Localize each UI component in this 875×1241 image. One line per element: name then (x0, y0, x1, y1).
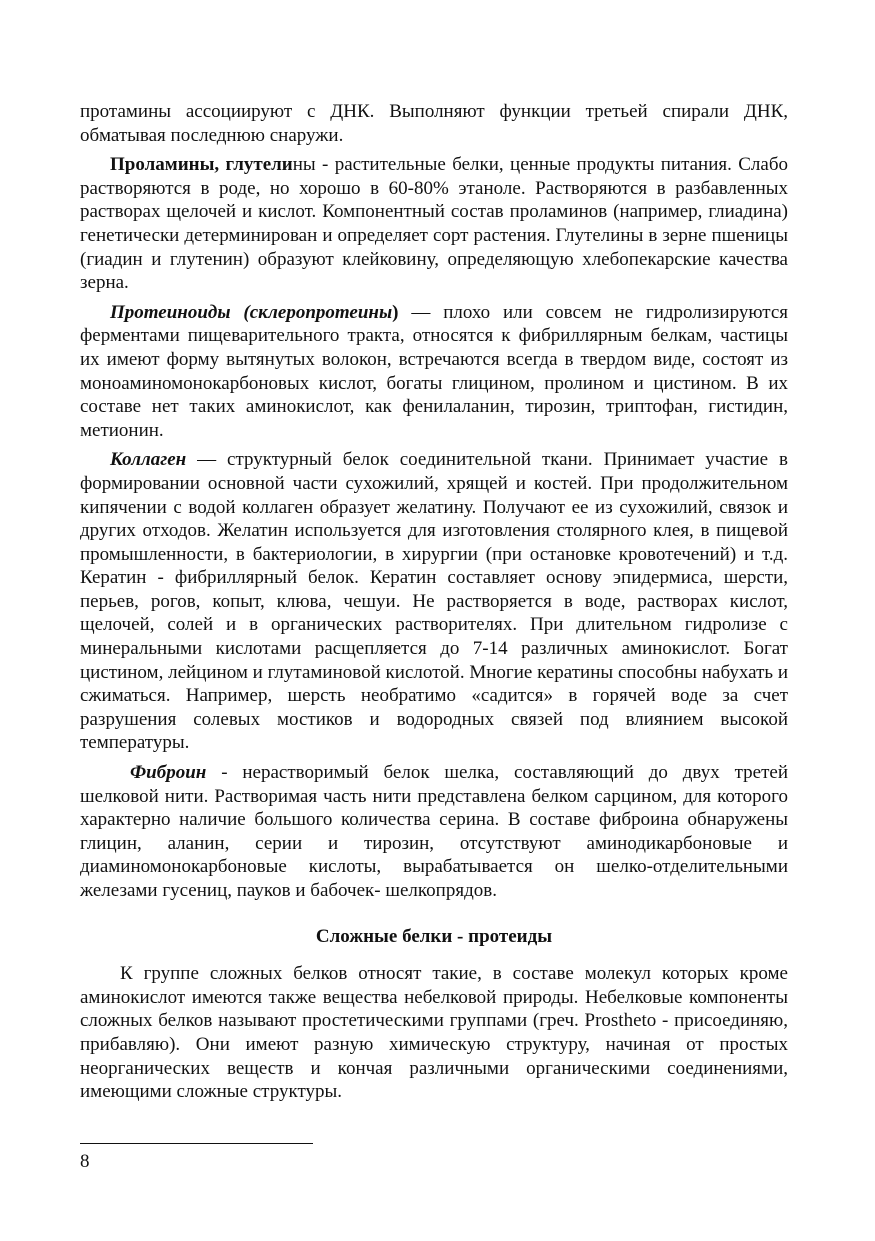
term-collagen: Коллаген (110, 449, 187, 471)
paragraph-fibroin (80, 761, 788, 903)
paragraph-protamines-text: протамины ассоциируют с ДНК. Выполняют функции третьей спирали ДНК, обматывая последнюю снаружи. (80, 101, 788, 146)
paragraph-complex-proteins (80, 962, 788, 1104)
document-page (80, 100, 788, 1110)
paragraph-collagen-text: — структурный белок соединительной ткани. Принимает участие в формировании основной части сухожилий, хрящей и костей. При продолжительном кипячении с водой коллаген образует желатину. Получают ее из сухожилий, связок и других отходов. Желатин используется для изготовления столярного клея, в пищевой промышленности, в бактериологии, в хирургии (при остановке кровотечений) и т.д. Кератин - фибриллярный белок. Кератин составляет основу эпидермиса, шерсти, перьев, рогов, копыт, клюва, чешуи. Не растворяется в воде, растворах кислот, щелочей, солей и в органических растворителях. При длительном гидролизе с минеральными кислотами расщепляется до 7-14 различных аминокислот. Богат цистином, лейцином и глутаминовой кислотой. Многие кератины способны набухать и сжиматься. Например, шерсть необратимо «садится» в горячей воде за счет разрушения солевых мостиков и водородных связей под влиянием высокой температуры. (80, 449, 788, 754)
paragraph-proteinoids (80, 301, 788, 443)
term-fibroin: Фиброин (130, 762, 207, 784)
term-proteinoids-close: ) (392, 301, 399, 323)
paragraph-proteinoids-text: — плохо или совсем не гидролизируются ферментами пищеварительного тракта, относятся к фибриллярным белкам, частицы их имеют форму вытянутых волокон, встречаются всегда в твердом виде, состоят из моноаминомонокарбоновых кислот, богаты глицином, пролином и цистином. В их составе нет таких аминокислот, как фенилаланин, тирозин, триптофан, гистидин, метионин. (80, 301, 789, 441)
section-heading: Сложные белки - протеиды (315, 925, 553, 947)
footnote-divider (80, 1143, 313, 1144)
term-prolamins: Проламины, глутели (110, 154, 293, 176)
paragraph-complex-proteins-text: К группе сложных белков относят такие, в составе молекул которых кроме аминокислот имеются также вещества небелковой природы. Небелковые компоненты сложных белков называют простетическими группами (греч. Prostheto - присоединяю, прибавляю). Они имеют разную химическую структуру, начиная от простых неорганических веществ и кончая различными органическими соединениями, имеющими сложные структуры. (80, 963, 788, 1103)
paragraph-prolamins (80, 153, 788, 295)
paragraph-fibroin-text: - нерастворимый белок шелка, составляющий до двух третей шелковой нити. Растворимая часть нити представлена белком сарцином, для которого характерно наличие большого количества серина. В составе фиброина обнаружены глицин, аланин, серии и тирозин, отсутствуют аминодикарбоновые и диаминомонокарбоновые кислоты, вырабатывается он шелко-отделительными железами гусениц, пауков и бабочек- шелкопрядов. (80, 762, 788, 901)
paragraph-protamines (80, 100, 788, 147)
page-number: 8 (80, 1151, 90, 1172)
paragraph-prolamins-text: ны - растительные белки, ценные продукты питания. Слабо растворяются в роде, но хорошо в 60-80% этаноле. Растворяются в разбавленных растворах щелочей и кислот. Компонентный состав проламинов (например, глиадина) генетически детерминирован и определяет сорт растения. Глутелины в зерне пшеницы (гиадин и глутенин) образуют клейковину, определяющую хлебопекарские качества зерна. (80, 154, 789, 294)
paragraph-collagen (80, 448, 788, 755)
term-proteinoids: Протеиноиды (склеропротеины (110, 301, 393, 323)
